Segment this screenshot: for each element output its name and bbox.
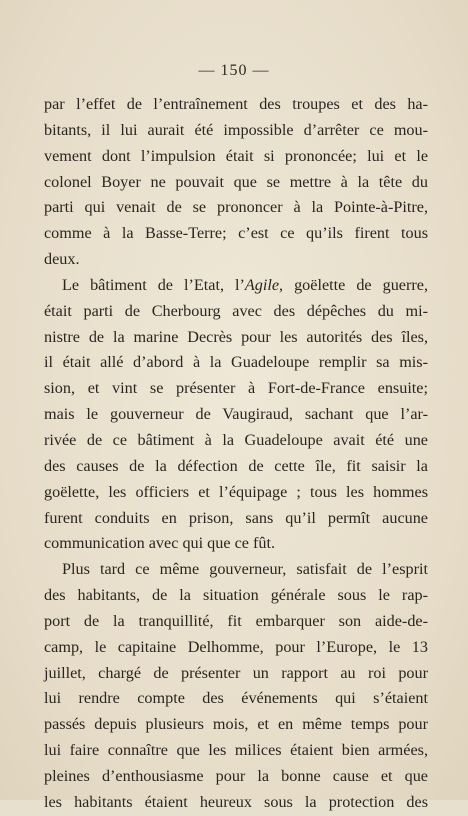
text-line: mais le gouverneur de Vaugiraud, sachant que l’ar- xyxy=(44,405,428,424)
page-number: — 150 — xyxy=(198,62,270,79)
text-line: par l’effet de l’entraînement des troupes et des ha- xyxy=(44,95,428,113)
text-line: lui rendre compte des événements qui s’étaient xyxy=(44,689,428,708)
text-line: était parti de Cherbourg avec des dépêches du mi- xyxy=(44,301,428,320)
text-line: parti qui venait de se prononcer à la Pointe-à-Pitre, xyxy=(44,198,428,217)
text-line: lui faire connaître que les milices étaient bien armées, xyxy=(44,741,428,760)
text-line: deux. xyxy=(44,250,80,269)
text-line: communication avec qui que ce fût. xyxy=(44,534,276,553)
text-line: des habitants, de la situation générale sous le rap- xyxy=(44,586,428,605)
text-line: furent conduits en prison, sans qu’il permît aucune xyxy=(44,508,428,527)
text-line: des causes de la défection de cette île, fit saisir la xyxy=(44,456,428,475)
text-line: bitants, il lui aurait été impossible d’arrêter ce mou- xyxy=(44,120,428,139)
text-line: juillet, chargé de présenter un rapport au roi pour xyxy=(44,663,428,682)
text-line: Le bâtiment de l’Etat, l’Agile, goëlette de guerre, xyxy=(62,275,428,294)
text-line: passés depuis plusieurs mois, et en même temps pour xyxy=(44,715,428,734)
text-line: il était allé d’abord à la Guadeloupe remplir sa mis- xyxy=(44,353,428,372)
text-line: vement dont l’impulsion était si prononcée; lui et le xyxy=(44,146,428,165)
text-line: pleines d’enthousiasme pour la bonne cause et que xyxy=(44,766,428,785)
text-line: goëlette, les officiers et l’équipage ; tous les hommes xyxy=(44,482,428,501)
text-line: camp, le capitaine Delhomme, pour l’Europe, le 13 xyxy=(44,637,428,656)
ship-name: Agile xyxy=(244,275,280,294)
text-line: port de la tranquillité, fit embarquer son aide-de- xyxy=(44,611,428,630)
text-line: nistre de la marine Decrès pour les autorités des îles, xyxy=(44,327,428,346)
body-text xyxy=(44,92,428,816)
text-line: les habitants étaient heureux sous la protection des xyxy=(44,792,428,811)
text-line: sion, et vint se présenter à Fort-de-France ensuite; xyxy=(44,379,428,398)
text-line: rivée de ce bâtiment à la Guadeloupe avait été une xyxy=(44,430,428,449)
text-line: colonel Boyer ne pouvait que se mettre à la tête du xyxy=(44,172,428,191)
text-line: Plus tard ce même gouverneur, satisfait de l’esprit xyxy=(62,560,428,579)
text-line: comme à la Basse-Terre; c’est ce qu’ils firent tous xyxy=(44,224,428,243)
